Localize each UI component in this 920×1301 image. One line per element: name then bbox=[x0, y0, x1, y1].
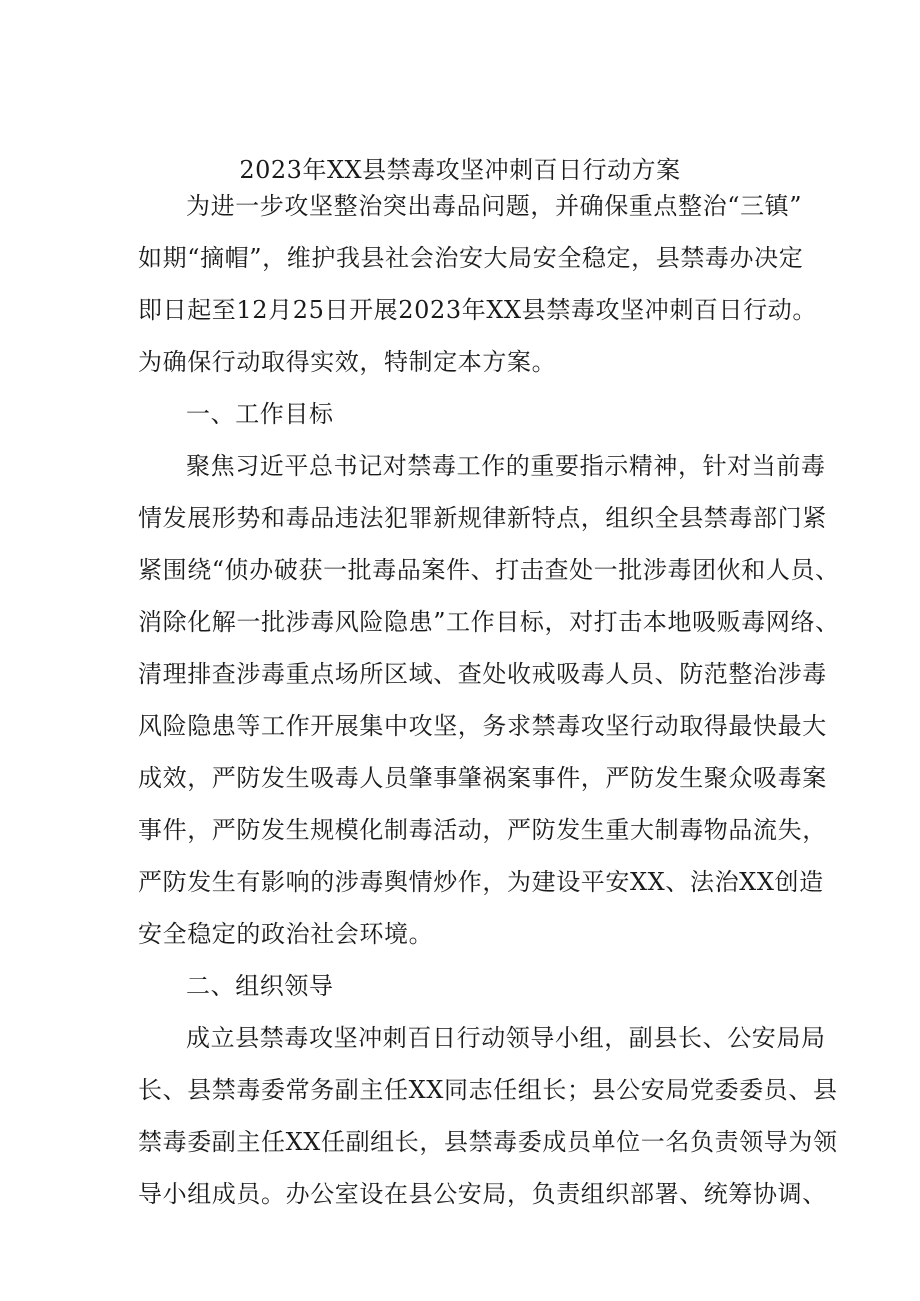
text-line: 消除化解一批涉毒风险隐患”工作目标，对打击本地吸贩毒网络、 bbox=[138, 608, 840, 636]
text-line: 情发展形势和毒品违法犯罪新规律新特点，组织全县禁毒部门紧 bbox=[138, 504, 827, 532]
text-line: 如期“摘帽”，维护我县社会治安大局安全稳定，县禁毒办决定 bbox=[138, 244, 804, 272]
text-line: 为确保行动取得实效，特制定本方案。 bbox=[138, 348, 557, 376]
section-heading-organization: 二、组织领导 bbox=[186, 972, 334, 1000]
text-line: 即日起至12月25日开展2023年XX县禁毒攻坚冲刺百日行动。 bbox=[138, 296, 817, 324]
document-title: 2023年XX县禁毒攻坚冲刺百日行动方案 bbox=[239, 156, 681, 184]
text-line: 长、县禁毒委常务副主任XX同志任组长；县公安局党委委员、县 bbox=[138, 1076, 838, 1104]
text-line: 为进一步攻坚整治突出毒品问题，并确保重点整治“三镇” bbox=[186, 192, 803, 220]
text-line: 事件，严防发生规模化制毒活动，严防发生重大制毒物品流失， bbox=[138, 816, 827, 844]
organization-paragraph bbox=[138, 1012, 838, 1220]
text-line: 成效，严防发生吸毒人员肇事肇祸案事件，严防发生聚众吸毒案 bbox=[138, 764, 827, 792]
text-line: 成立县禁毒攻坚冲刺百日行动领导小组，副县长、公安局局 bbox=[186, 1024, 826, 1052]
text-line: 风险隐患等工作开展集中攻坚，务求禁毒攻坚行动取得最快最大 bbox=[138, 712, 827, 740]
text-line: 聚焦习近平总书记对禁毒工作的重要指示精神，针对当前毒 bbox=[186, 452, 826, 480]
text-line: 禁毒委副主任XX任副组长，县禁毒委成员单位一名负责领导为领 bbox=[138, 1128, 838, 1156]
section-heading-goals: 一、工作目标 bbox=[186, 400, 334, 428]
document-body bbox=[138, 180, 840, 1220]
text-line: 严防发生有影响的涉毒舆情炒作，为建设平安XX、法治XX创造 bbox=[138, 868, 824, 896]
intro-paragraph bbox=[138, 180, 817, 388]
text-line: 安全稳定的政治社会环境。 bbox=[138, 920, 434, 948]
goals-paragraph bbox=[138, 440, 840, 960]
text-line: 紧围绕“侦办破获一批毒品案件、打击查处一批涉毒团伙和人员、 bbox=[138, 556, 840, 584]
text-line: 导小组成员。办公室设在县公安局，负责组织部署、统筹协调、 bbox=[138, 1180, 827, 1208]
text-line: 清理排查涉毒重点场所区域、查处收戒吸毒人员、防范整治涉毒 bbox=[138, 660, 827, 688]
